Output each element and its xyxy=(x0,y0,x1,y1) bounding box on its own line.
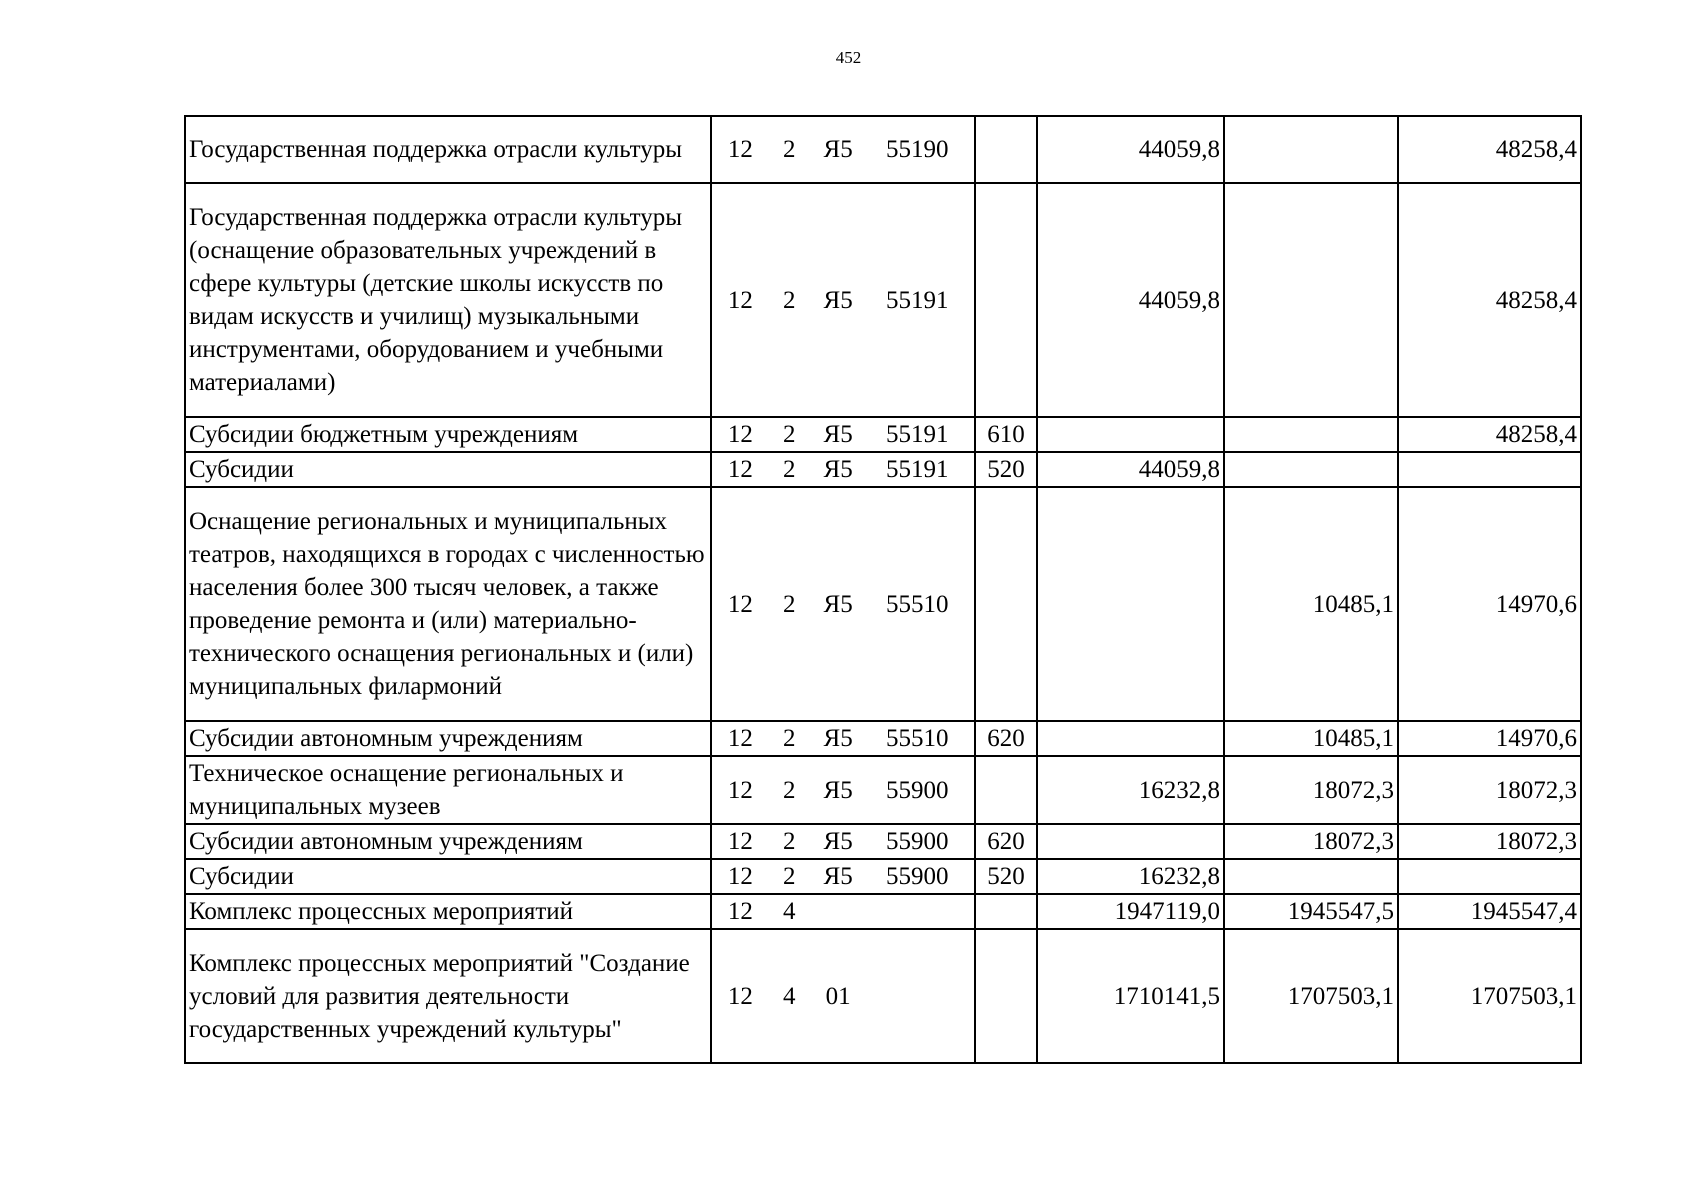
code-section: 12 xyxy=(727,286,753,314)
code-section: 12 xyxy=(727,136,753,163)
row-description: Субсидии xyxy=(185,452,711,487)
code-program: Я5 xyxy=(823,456,853,483)
table-row xyxy=(185,417,1581,452)
code-program: Я5 xyxy=(823,136,853,163)
value-year-2: 10485,1 xyxy=(1224,721,1398,756)
value-year-1: 44059,8 xyxy=(1037,452,1224,487)
table-row xyxy=(185,452,1581,487)
row-codes xyxy=(711,116,975,183)
value-year-3: 14970,6 xyxy=(1398,721,1581,756)
code-direction: 55900 xyxy=(886,776,949,804)
row-codes xyxy=(711,417,975,452)
value-year-2 xyxy=(1224,452,1398,487)
value-year-1 xyxy=(1037,721,1224,756)
row-codes xyxy=(711,859,975,894)
expense-type xyxy=(975,116,1037,183)
code-section: 12 xyxy=(727,725,753,752)
value-year-3: 18072,3 xyxy=(1398,824,1581,859)
value-year-2: 1707503,1 xyxy=(1224,929,1398,1063)
row-description: Комплекс процессных мероприятий "Создание условий для развития деятельности государственных учреждений культуры" xyxy=(185,929,711,1063)
value-year-3: 48258,4 xyxy=(1398,183,1581,417)
value-year-1 xyxy=(1037,824,1224,859)
value-year-3: 48258,4 xyxy=(1398,116,1581,183)
table-row xyxy=(185,756,1581,824)
expense-type xyxy=(975,929,1037,1063)
code-section: 12 xyxy=(727,898,753,925)
table-row xyxy=(185,487,1581,721)
code-subsection: 2 xyxy=(783,421,796,448)
code-section: 12 xyxy=(727,776,753,804)
code-program: Я5 xyxy=(823,863,853,890)
expense-type: 620 xyxy=(975,824,1037,859)
budget-table xyxy=(184,115,1582,1064)
code-section: 12 xyxy=(727,982,753,1010)
row-description: Субсидии автономным учреждениям xyxy=(185,824,711,859)
row-description: Государственная поддержка отрасли культуры (оснащение образовательных учреждений в сфере культуры (детские школы искусств по видам искусств и училищ) музыкальными инструментами, оборудованием и учебными материалами) xyxy=(185,183,711,417)
value-year-1: 16232,8 xyxy=(1037,859,1224,894)
value-year-2 xyxy=(1224,417,1398,452)
code-section: 12 xyxy=(727,828,753,855)
row-description: Субсидии xyxy=(185,859,711,894)
code-section: 12 xyxy=(727,456,753,483)
table-row xyxy=(185,859,1581,894)
value-year-2: 1945547,5 xyxy=(1224,894,1398,929)
value-year-3: 14970,6 xyxy=(1398,487,1581,721)
expense-type: 610 xyxy=(975,417,1037,452)
table-row xyxy=(185,929,1581,1063)
code-subsection: 2 xyxy=(783,286,796,314)
code-subsection: 2 xyxy=(783,456,796,483)
code-subsection: 2 xyxy=(783,725,796,752)
code-direction: 55510 xyxy=(886,590,949,618)
row-codes xyxy=(711,487,975,721)
code-direction: 55191 xyxy=(886,456,949,483)
code-subsection: 2 xyxy=(783,776,796,804)
code-direction: 55900 xyxy=(886,828,949,855)
value-year-2 xyxy=(1224,116,1398,183)
code-subsection: 2 xyxy=(783,590,796,618)
table-row xyxy=(185,116,1581,183)
row-description: Государственная поддержка отрасли культуры xyxy=(185,116,711,183)
row-description: Техническое оснащение региональных и муниципальных музеев xyxy=(185,756,711,824)
expense-type xyxy=(975,756,1037,824)
row-codes xyxy=(711,452,975,487)
row-codes xyxy=(711,756,975,824)
row-codes xyxy=(711,183,975,417)
expense-type xyxy=(975,894,1037,929)
code-program: Я5 xyxy=(823,725,853,752)
value-year-2: 18072,3 xyxy=(1224,756,1398,824)
row-description: Субсидии автономным учреждениям xyxy=(185,721,711,756)
value-year-3 xyxy=(1398,859,1581,894)
row-codes xyxy=(711,721,975,756)
code-direction: 55510 xyxy=(886,725,949,752)
code-direction: 55191 xyxy=(886,421,949,448)
code-subsection: 4 xyxy=(783,982,796,1010)
code-program: 01 xyxy=(825,982,851,1010)
code-direction: 55190 xyxy=(886,136,949,163)
code-section: 12 xyxy=(727,863,753,890)
code-section: 12 xyxy=(727,421,753,448)
value-year-3: 48258,4 xyxy=(1398,417,1581,452)
row-description: Комплекс процессных мероприятий xyxy=(185,894,711,929)
table-row xyxy=(185,824,1581,859)
value-year-2: 10485,1 xyxy=(1224,487,1398,721)
code-program: Я5 xyxy=(823,590,853,618)
expense-type: 520 xyxy=(975,452,1037,487)
row-description: Субсидии бюджетным учреждениям xyxy=(185,417,711,452)
expense-type: 520 xyxy=(975,859,1037,894)
table-row xyxy=(185,894,1581,929)
value-year-1: 16232,8 xyxy=(1037,756,1224,824)
value-year-2 xyxy=(1224,859,1398,894)
code-direction: 55191 xyxy=(886,286,949,314)
page-number: 452 xyxy=(835,48,862,67)
table-row xyxy=(185,721,1581,756)
expense-type xyxy=(975,487,1037,721)
code-program: Я5 xyxy=(823,776,853,804)
expense-type xyxy=(975,183,1037,417)
value-year-2: 18072,3 xyxy=(1224,824,1398,859)
code-program: Я5 xyxy=(823,286,853,314)
row-description: Оснащение региональных и муниципальных театров, находящихся в городах с численностью населения более 300 тысяч человек, а также проведение ремонта и (или) материально-технического оснащения региональных и (или) муниципальных филармоний xyxy=(185,487,711,721)
code-subsection: 2 xyxy=(783,828,796,855)
value-year-2 xyxy=(1224,183,1398,417)
code-subsection: 2 xyxy=(783,136,796,163)
row-codes xyxy=(711,929,975,1063)
code-subsection: 4 xyxy=(783,898,796,925)
value-year-3: 1945547,4 xyxy=(1398,894,1581,929)
value-year-3 xyxy=(1398,452,1581,487)
table-row xyxy=(185,183,1581,417)
value-year-3: 18072,3 xyxy=(1398,756,1581,824)
value-year-1: 44059,8 xyxy=(1037,116,1224,183)
expense-type: 620 xyxy=(975,721,1037,756)
code-program: Я5 xyxy=(823,421,853,448)
row-codes xyxy=(711,894,975,929)
code-direction: 55900 xyxy=(886,863,949,890)
code-section: 12 xyxy=(727,590,753,618)
value-year-1 xyxy=(1037,417,1224,452)
value-year-1: 44059,8 xyxy=(1037,183,1224,417)
value-year-3: 1707503,1 xyxy=(1398,929,1581,1063)
code-subsection: 2 xyxy=(783,863,796,890)
value-year-1: 1947119,0 xyxy=(1037,894,1224,929)
row-codes xyxy=(711,824,975,859)
value-year-1: 1710141,5 xyxy=(1037,929,1224,1063)
value-year-1 xyxy=(1037,487,1224,721)
code-program: Я5 xyxy=(823,828,853,855)
